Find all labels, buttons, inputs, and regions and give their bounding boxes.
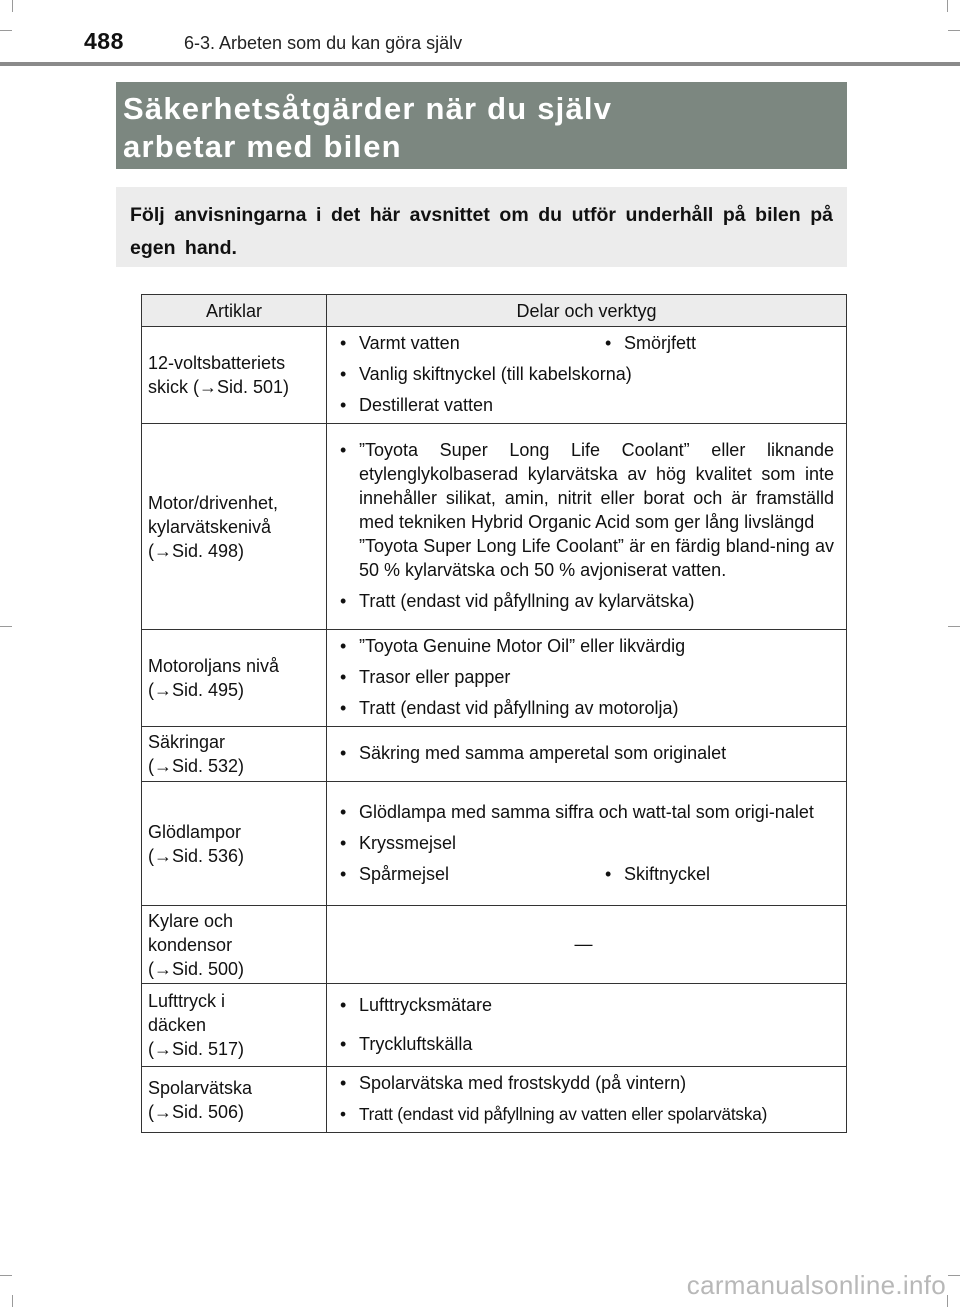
page-number: 488	[84, 28, 124, 54]
article-cell	[142, 782, 327, 906]
bullet-item: • Skiftnyckel	[598, 862, 710, 886]
tools-table	[141, 294, 847, 1133]
crop-mark	[0, 626, 12, 627]
table-row	[142, 727, 847, 782]
article-line: Lufttryck i	[148, 991, 226, 1011]
article-cell	[142, 727, 327, 782]
intro-box	[116, 187, 847, 267]
column-header-articles: Artiklar	[142, 295, 327, 327]
crop-mark	[12, 0, 13, 12]
bullet-item: • Smörjfett	[598, 331, 696, 355]
bullet-item: • Destillerat vatten	[333, 393, 834, 417]
article-line: (→Sid. 517)	[148, 1039, 245, 1059]
crop-mark	[948, 626, 960, 627]
intro-text: Följ anvisningarna i det här avsnittet om du utför underhåll på bilen på egen hand.	[130, 204, 833, 259]
article-cell	[142, 906, 327, 984]
header-rule	[0, 62, 960, 66]
crop-mark	[0, 1275, 12, 1276]
article-line: skick (→Sid. 501)	[148, 377, 290, 397]
tools-cell	[327, 984, 847, 1067]
bullet-item: • ”Toyota Genuine Motor Oil” eller likvärdig	[333, 634, 834, 658]
article-line: (→Sid. 500)	[148, 958, 245, 979]
page-title-line-1: Säkerhetsåtgärder när du själv	[123, 91, 613, 126]
bullet-note: ”Toyota Super Long Life Coolant” är en färdig bland-ning av 50 % kylarvätska och 50 % avjoniserat vatten.	[359, 536, 834, 580]
tools-cell	[327, 906, 847, 984]
table-row	[142, 327, 847, 424]
page-title-line-2: arbetar med bilen	[123, 129, 402, 164]
tools-cell	[327, 327, 847, 424]
article-line: Spolarvätska	[148, 1077, 253, 1098]
bullet-item: • ”Toyota Super Long Life Coolant” eller liknande etylenglykolbaserad kylarvätska av hög kvalitet som inte innehåller silikat, amin, nitrit eller borat och är framställd med tekniken Hybrid Organic Acid som ger lång livslängd	[333, 438, 834, 534]
article-line: kondensor	[148, 934, 233, 955]
article-line: Glödlampor	[148, 821, 242, 842]
bullet-pair	[333, 331, 834, 355]
article-line: Motoroljans nivå	[148, 656, 280, 676]
article-line: däcken	[148, 1015, 207, 1035]
article-cell	[142, 424, 327, 630]
bullet-item: • Tratt (endast vid påfyllning av kylarvätska)	[333, 589, 834, 613]
bullet-item: • Vanlig skiftnyckel (till kabelskorna)	[333, 362, 834, 386]
table-header-row	[142, 295, 847, 327]
article-cell	[142, 1067, 327, 1133]
table-row	[142, 782, 847, 906]
crop-mark	[947, 1295, 948, 1307]
bullet-item: • Tratt (endast vid påfyllning av motorolja)	[333, 696, 834, 720]
article-cell	[142, 327, 327, 424]
article-line: Kylare och	[148, 910, 234, 931]
crop-mark	[12, 1295, 13, 1307]
bullet-item: • Kryssmejsel	[333, 831, 834, 855]
crop-mark	[948, 1275, 960, 1276]
article-cell	[142, 984, 327, 1067]
article-line: (→Sid. 495)	[148, 680, 245, 700]
bullet-pair	[333, 862, 834, 886]
tools-cell	[327, 424, 847, 630]
bullet-item: • Glödlampa med samma siffra och watt-tal som origi-nalet	[333, 800, 834, 824]
article-line: 12-voltsbatteriets	[148, 353, 286, 373]
article-line: (→Sid. 532)	[148, 756, 245, 776]
crop-mark	[948, 30, 960, 31]
bullet-item: • Spolarvätska med frostskydd (på vintern)	[333, 1071, 840, 1095]
article-line: (→Sid. 536)	[148, 845, 245, 866]
article-line: (→Sid. 506)	[148, 1101, 245, 1122]
bullet-item: • Lufttrycksmätare	[333, 993, 834, 1017]
bullet-item: • Spårmejsel	[333, 862, 598, 886]
bullet-item: • Varmt vatten	[333, 331, 598, 355]
watermark: carmanualsonline.info	[686, 1270, 946, 1300]
article-cell	[142, 630, 327, 727]
section-heading: 6-3. Arbeten som du kan göra själv	[184, 33, 463, 53]
tools-cell	[327, 1067, 847, 1133]
table-row	[142, 630, 847, 727]
tools-cell	[327, 727, 847, 782]
title-bar	[116, 82, 847, 169]
crop-mark	[947, 0, 948, 12]
table-row	[142, 1067, 847, 1133]
tools-cell	[327, 782, 847, 906]
article-line: Säkringar	[148, 732, 226, 752]
crop-mark	[0, 30, 12, 31]
article-line: (→Sid. 498)	[148, 540, 245, 561]
table-row	[142, 424, 847, 630]
table-row	[142, 984, 847, 1067]
bullet-item: • Säkring med samma amperetal som originalet	[333, 741, 834, 765]
empty-dash: —	[574, 933, 593, 954]
article-line: Motor/drivenhet,	[148, 492, 279, 513]
bullet-item: • Tratt (endast vid påfyllning av vatten eller spolarvätska)	[333, 1102, 840, 1126]
tools-cell	[327, 630, 847, 727]
column-header-parts-tools: Delar och verktyg	[327, 295, 847, 327]
article-line: kylarvätskenivå	[148, 516, 272, 537]
table-row	[142, 906, 847, 984]
bullet-item: • Tryckluftskälla	[333, 1032, 834, 1056]
bullet-item: • Trasor eller papper	[333, 665, 834, 689]
